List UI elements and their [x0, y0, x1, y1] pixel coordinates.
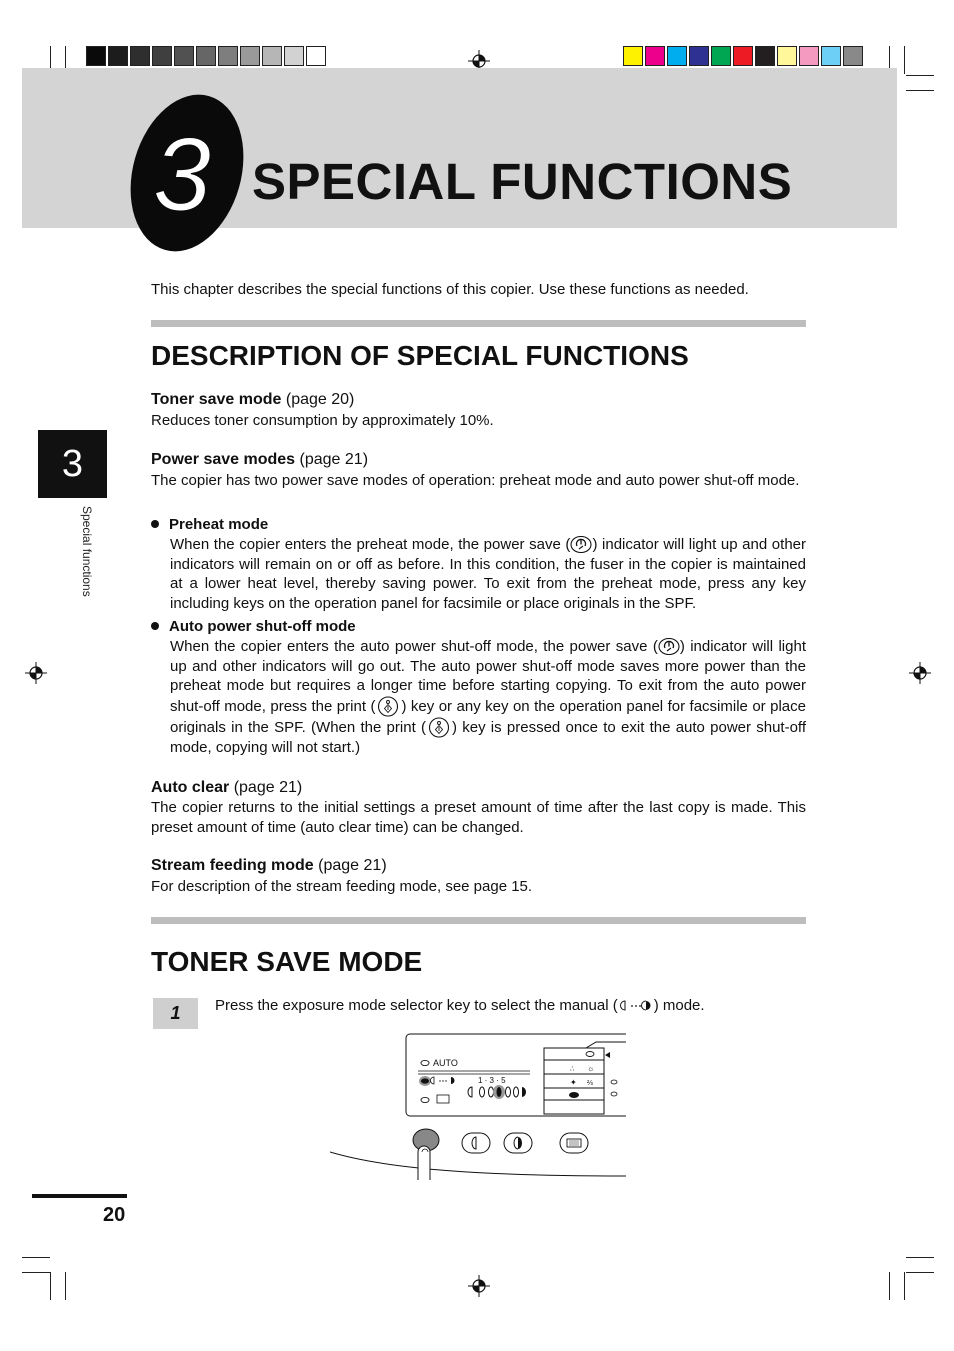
item-text-auto-clear: The copier returns to the initial settings a preset amount of time after the last copy is made. This preset amount of time (auto clear time) can be changed.: [151, 799, 806, 836]
bullet-title: Auto power shut-off mode: [169, 618, 356, 635]
power-save-icon: [658, 638, 680, 655]
item-page-ref: (page 20): [285, 391, 355, 408]
registration-mark-icon: [468, 1275, 490, 1297]
color-swatch: [152, 46, 172, 66]
item-name: Power save modes: [151, 451, 296, 468]
color-swatch: [711, 46, 731, 66]
color-swatch: [777, 46, 797, 66]
color-swatch: [799, 46, 819, 66]
registration-mark-icon: [909, 662, 931, 684]
bullet-text-auto-shutoff: [170, 637, 806, 757]
bullet-heading-auto-shutoff: [151, 618, 356, 635]
registration-mark-icon: [25, 662, 47, 684]
section-title-description: DESCRIPTION OF SPECIAL FUNCTIONS: [151, 340, 689, 371]
chapter-side-tab: 3: [38, 430, 107, 498]
manual-mode-icon: [618, 999, 654, 1012]
color-swatch: [667, 46, 687, 66]
page-number: 20: [103, 1204, 126, 1226]
color-swatch: [689, 46, 709, 66]
item-text-toner-save: Reduces toner consumption by approximately 10%.: [151, 412, 494, 429]
bullet-title: Preheat mode: [169, 516, 269, 533]
bullet-text-part: ) indicator will light up and other indicators will go out. The auto power shut-off mode saves more power than the preheat mode but requires a longer time before starting copying. To exit from the auto power shut-off mode, press the print (: [170, 638, 806, 715]
svg-text:✦: ✦: [570, 1078, 577, 1087]
color-swatch: [623, 46, 643, 66]
step-number: 1: [153, 998, 198, 1029]
color-swatch: [130, 46, 150, 66]
auto-label: AUTO: [433, 1058, 458, 1068]
exposure-scale-label: 1 · 3 · 5: [478, 1076, 506, 1085]
item-page-ref: (page 21): [318, 857, 387, 874]
color-swatch: [108, 46, 128, 66]
intro-text: This chapter describes the special functions of this copier. Use these functions as needed.: [151, 281, 749, 298]
item-page-ref: (page 21): [233, 779, 303, 796]
print-key-icon: [375, 696, 401, 717]
bullet-heading-preheat: [151, 516, 268, 533]
item-text-power-save: The copier has two power save modes of operation: preheat mode and auto power shut-off mode.: [151, 472, 800, 489]
color-swatch: [843, 46, 863, 66]
step-text-part: Press the exposure mode selector key to select the manual (: [215, 997, 618, 1014]
item-heading-auto-clear: [151, 779, 302, 797]
color-swatch: [218, 46, 238, 66]
bullet-icon: [151, 622, 159, 630]
power-save-icon: [570, 536, 592, 553]
item-name: Stream feeding mode: [151, 857, 314, 874]
color-swatch: [86, 46, 106, 66]
item-heading-stream-feeding: [151, 857, 387, 875]
item-heading-power-save: [151, 451, 368, 469]
page-number-rule: [32, 1194, 127, 1198]
section-divider: [151, 917, 806, 924]
grayscale-bar: [86, 46, 328, 66]
chapter-title: SPECIAL FUNCTIONS: [252, 153, 793, 210]
bullet-text-part: When the copier enters the auto power shut-off mode, the power save (: [170, 638, 658, 655]
color-swatch: [240, 46, 260, 66]
color-swatch: [196, 46, 216, 66]
item-text-stream-feeding: For description of the stream feeding mode, see page 15.: [151, 878, 533, 895]
step-text-part: ) mode.: [653, 997, 705, 1014]
bullet-text-part: ) key is pressed once to exit the auto power shut-off mode, copying will not start.): [170, 718, 806, 756]
chapter-number: 3: [153, 117, 211, 233]
bullet-text-part: ) key or any key on the operation panel for facsimile or place originals in the SPF. (When the print (: [170, 697, 806, 736]
item-heading-toner-save: [151, 391, 354, 409]
operation-panel-illustration: [330, 1030, 630, 1182]
svg-text:∴: ∴: [570, 1066, 575, 1073]
side-tab-label: Special functions: [80, 506, 94, 597]
color-swatch: [284, 46, 304, 66]
step-text: [215, 997, 705, 1014]
color-swatch: [755, 46, 775, 66]
color-swatch: [733, 46, 753, 66]
bullet-text-part: When the copier enters the preheat mode, the power save (: [170, 536, 571, 553]
item-name: Auto clear: [151, 779, 230, 796]
print-key-icon: [426, 717, 452, 738]
item-name: Toner save mode: [151, 391, 282, 408]
section-divider: [151, 320, 806, 327]
color-swatch: [306, 46, 326, 66]
item-page-ref: (page 21): [299, 451, 369, 468]
color-swatch: [645, 46, 665, 66]
color-swatch: [821, 46, 841, 66]
color-bar: [623, 46, 865, 66]
bullet-text-part: ) indicator will light up and other indicators will remain on or off as before. In this condition, the fuser in the copier is maintained at a lower heat level, thereby saving power. To exit from the preheat mode, press any key including keys on the operation panel for facsimile or place originals in the SPF.: [170, 536, 807, 612]
color-swatch: [262, 46, 282, 66]
section-title-toner-save: TONER SAVE MODE: [151, 946, 423, 977]
svg-text:⅔: ⅔: [587, 1080, 593, 1087]
bullet-text-preheat: [170, 535, 806, 613]
svg-text:☼: ☼: [587, 1064, 595, 1073]
chapter-number-badge: [128, 92, 246, 254]
bullet-icon: [151, 520, 159, 528]
color-swatch: [174, 46, 194, 66]
